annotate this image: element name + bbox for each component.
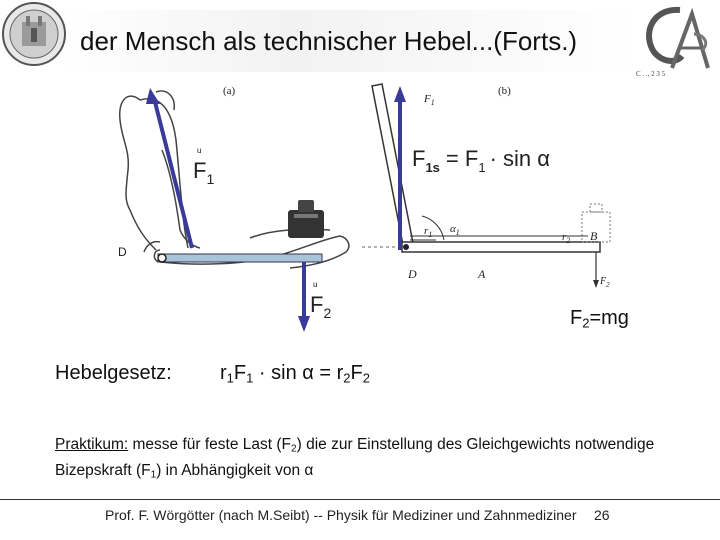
svg-text:C . ., 2 3 5: C . ., 2 3 5	[636, 70, 666, 78]
slide-title: der Mensch als technischer Hebel...(Forts.)	[80, 26, 578, 56]
b-f2-label: $F_2$	[600, 276, 610, 289]
figure-label-a: (a)	[223, 85, 236, 97]
figure-label-b: (b)	[498, 85, 511, 97]
b-alpha-label: $\alpha_1$	[450, 223, 460, 237]
b-r1-label: $r_1$	[424, 225, 433, 239]
f2-arrowhead-b	[593, 280, 599, 288]
b-f1-label: $F_1$	[424, 93, 435, 107]
force-f1-arrowhead	[146, 88, 160, 104]
f2-equals-mg: $F_2=mg$	[570, 307, 629, 331]
b-r2-label: $r_2$	[562, 231, 571, 245]
component-equation: $F_{1s} = F_1 \cdot \sin \alpha$	[412, 146, 550, 175]
lever-law-formula: $r_1F_1 \cdot \sin \alpha = r_2F_2$	[220, 362, 370, 386]
pivot-point-a	[158, 254, 166, 262]
force-f2-label-a: $F_2$	[310, 292, 332, 321]
force-f1-arrow	[154, 98, 192, 248]
b-point-d-label: D	[408, 267, 417, 281]
force-f1-vector-mark: ᵘ	[197, 145, 202, 159]
weight-icon	[288, 200, 324, 238]
praktikum-instruction: Praktikum: messe für feste Last $(F_2)$ die zur Einstellung des Gleichgewichts notwendige Bizepskraft $(F_1)$ in Abhängigkeit von α	[55, 436, 655, 481]
university-seal-icon	[0, 0, 68, 68]
hebelgesetz-label: Hebelgesetz:	[55, 362, 172, 384]
force-f1-label-a: $F_1$	[193, 158, 215, 187]
force-f2-arrowhead	[298, 316, 310, 332]
force-f2-vector-mark: ᵘ	[313, 279, 318, 293]
b-point-b-label: B	[590, 229, 598, 243]
forearm-lever-bar	[158, 254, 322, 262]
institute-logo-icon	[632, 4, 716, 78]
slanted-bar	[372, 84, 414, 250]
pivot-label-a: D	[118, 245, 127, 259]
pivot-point-b	[403, 244, 409, 250]
b-point-a-label: A	[478, 267, 486, 281]
horizontal-lever-b	[402, 242, 600, 252]
arm-sketch	[120, 91, 349, 268]
footer-divider	[0, 499, 720, 500]
force-f1-arrowhead-b	[394, 86, 406, 102]
lever-figure	[100, 80, 660, 410]
page-number: 26	[594, 507, 610, 523]
footer-text: Prof. F. Wörgötter (nach M.Seibt) -- Physik für Mediziner und Zahnmediziner	[105, 507, 577, 523]
